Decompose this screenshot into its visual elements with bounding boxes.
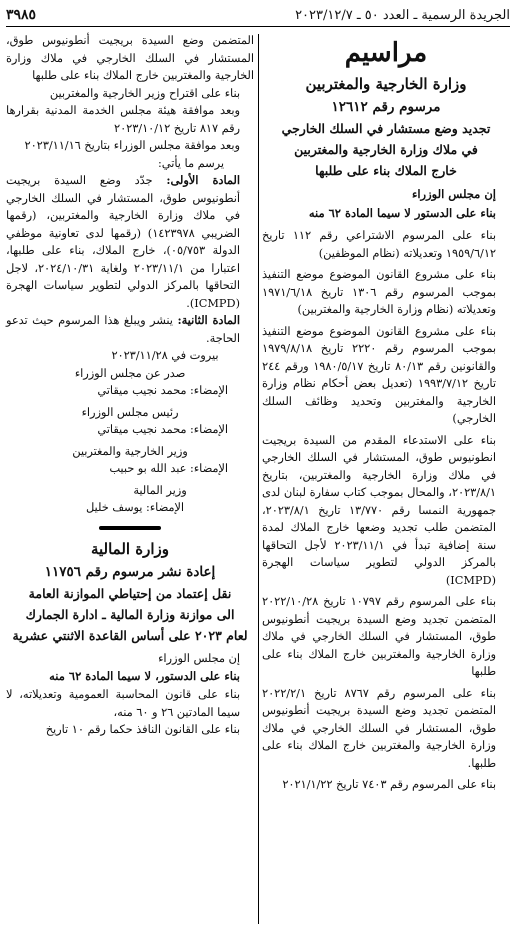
article-1-text: جدّد وضع السيدة بريجيت أنطونيوس طوق، المستشار في السلك الخارجي في ملاك وزارة الخارجية والمغتربين، (رقمها الضريبي ١٤٢٣٩٧٨) (رقمها لدى تعاونية موظفي الدولة ٠٥/٧٥٣)، خارج الملاك، بناء على طلبها، اعتبارا من ٢٠٢٣/١١/١ ولغاية ٢٠٢٤/١٠/٣١، لاجل التحاقها بالمركز الدولي لتطوير سياسات الهجرة (ICMPD).: [6, 174, 241, 310]
article-2: [6, 312, 254, 347]
continued-paragraph: المتضمن وضع السيدة بريجيت أنطونيوس طوق، المستشار في السلك الخارجي في ملاك وزارة الخارجية والمغتربين خارج الملاك بناء على طلبها: [6, 34, 254, 82]
section-title: مراسيم: [344, 38, 428, 68]
preamble-paragraph: بناء على المرسوم الاشتراعي رقم ١١٢ تاريخ ١٩٥٩/٦/١٢ وتعديلاته (نظام الموظفين): [262, 229, 496, 260]
issuer-line: إن مجلس الوزراء: [411, 187, 496, 201]
signature-block: [6, 347, 254, 517]
signature-title: وزير الخارجية والمغتربين: [72, 444, 188, 458]
decree-number: مرسوم رقم ١٢٦١٢: [331, 99, 441, 115]
signature-title: وزير المالية: [133, 483, 187, 497]
column-divider: [258, 34, 259, 924]
decree-subject-line: الى موازنة وزارة المالية ـ ادارة الجمارك: [25, 606, 235, 622]
gazette-title: الجريدة الرسمية ـ العدد ٥٠ ـ ٢٠٢٣/١٢/٧: [295, 7, 510, 23]
decree-subject-line: خارج الملاك بناء على طلبها: [315, 163, 457, 178]
signature-name: الإمضاء: يوسف خليل: [86, 501, 184, 514]
civil-service-approval: وبعد موافقة هيئة مجلس الخدمة المدنية بقرارها رقم ٨١٧ تاريخ ٢٠٢٣/١٠/١٢: [6, 104, 240, 135]
signature-name: الإمضاء: محمد نجيب ميقاتي: [97, 384, 228, 397]
signature-title: رئيس مجلس الوزراء: [81, 405, 179, 419]
section-separator: [6, 523, 254, 533]
signature-title: صدر عن مجلس الوزراء: [74, 366, 186, 380]
proposal-line: بناء على اقتراح وزير الخارجية والمغتربين: [49, 86, 240, 100]
signature-name: الإمضاء: عبد الله بو حبيب: [109, 462, 228, 475]
place-date: بيروت في ٢٠٢٣/١١/٢٨: [111, 349, 219, 362]
issuer-line: إن مجلس الوزراء: [158, 651, 240, 665]
decree-number: إعادة نشر مرسوم رقم ١١٧٥٦: [44, 563, 216, 580]
preamble-paragraph: بناء على القانون النافذ حكما رقم ١٠ تاريخ: [45, 723, 240, 736]
decrees-line: يرسم ما يأتي:: [158, 156, 224, 170]
article-2-text: ينشر ويبلغ هذا المرسوم حيث تدعو الحاجة.: [6, 314, 240, 345]
preamble-paragraph: بناء على مشروع القانون الموضوع موضع التنفيذ بموجب المرسوم رقم ١٣٠٦ تاريخ ١٩٧١/٦/١٨ وتعديلاته (نظام وزارة الخارجية والمغتربين): [262, 268, 497, 316]
article-2-label: المادة الثانية:: [177, 313, 240, 327]
preamble-paragraph: بناء على المرسوم رقم ٨٧٦٧ تاريخ ٢٠٢٢/٢/١ المتضمن تجديد وضع السيدة بريجيت أنطونيوس طوق، المستشار في السلك الخارجي في ملاك وزارة الخارجية والمغتربين خارج الملاك بناء على طلبها.: [262, 686, 496, 770]
constitution-basis: بناء على الدستور، لا سيما المادة ٦٢ منه: [49, 669, 240, 683]
constitution-basis: بناء على الدستور لا سيما المادة ٦٢ منه: [308, 206, 496, 220]
decree-subject-line: لعام ٢٠٢٣ على أساس القاعدة الاثنتي عشرية: [12, 627, 248, 643]
page-number: ٣٩٨٥: [6, 7, 37, 23]
left-column: [6, 32, 254, 739]
signature-name: الإمضاء: محمد نجيب ميقاتي: [97, 423, 228, 436]
article-1: [6, 172, 254, 312]
decree-subject-line: في ملاك وزارة الخارجية والمغتربين: [294, 142, 478, 157]
right-column: [262, 32, 510, 794]
preamble-paragraph: بناء على قانون المحاسبة العمومية وتعديلاته، لا سيما المادتين ٢٦ و ٦٠ منه،: [6, 688, 240, 719]
article-1-label: المادة الأولى:: [166, 173, 241, 187]
decree-subject-line: تجديد وضع مستشار في السلك الخارجي: [281, 121, 491, 136]
preamble-paragraph: بناء على المرسوم رقم ١٠٧٩٧ تاريخ ٢٠٢٢/١٠/٢٨ المتضمن تجديد وضع السيدة بريجيت أنطونيوس طوق، المستشار في السلك الخارجي في ملاك وزارة الخارجية والمغتربين خارج الملاك بناء على طلبها: [262, 595, 496, 678]
council-approval: وبعد موافقة مجلس الوزراء بتاريخ ٢٠٢٣/١١/١٦: [24, 139, 240, 152]
preamble-paragraph: بناء على الاستدعاء المقدم من السيدة بريجيت انطونيوس طوق، المستشار في السلك الخارجي في ملاك وزارة الخارجية والمغتربين، بتاريخ ٢٠٢٣/٨/١، والمحال بموجب كتاب سفارة لبنان لدى جمهورية النمسا رقم ١٣/٧٧٠ تاريخ ٢٠٢٣/٨/١، المتضمن طلب تجديد وضعها خارج الملاك لمدة سنة إضافية تبدأ في ٢٠٢٣/١١/١ لأجل التحاقها بالمركز الدولي لتطوير سياسات الهجرة (ICMPD): [262, 433, 497, 587]
preamble-paragraph: بناء على المرسوم رقم ٧٤٠٣ تاريخ ٢٠٢١/١/٢٢: [282, 778, 496, 791]
ministry-title: وزارة الخارجية والمغتربين: [305, 75, 467, 93]
preamble-paragraph: بناء على مشروع القانون الموضوع موضع التنفيذ بموجب المرسوم رقم ٢٢٢٠ تاريخ ١٩٧٩/٨/١٨ والقانونين رقم ٨٠/١٣ تاريخ ١٩٨٠/٥/١٧ ورقم ٢٤٤ تاريخ ١٩٩٣/٧/١٢ (تعديل بعض أحكام نظام وزارة الخارجية والمغتربين وتحديد وظائف السلك الخارجي): [262, 324, 497, 425]
page-header: [6, 4, 510, 27]
decree-subject-line: نقل إعتماد من إحتياطي الموازنة العامة: [28, 585, 232, 601]
ministry-title: وزارة المالية: [90, 539, 170, 558]
